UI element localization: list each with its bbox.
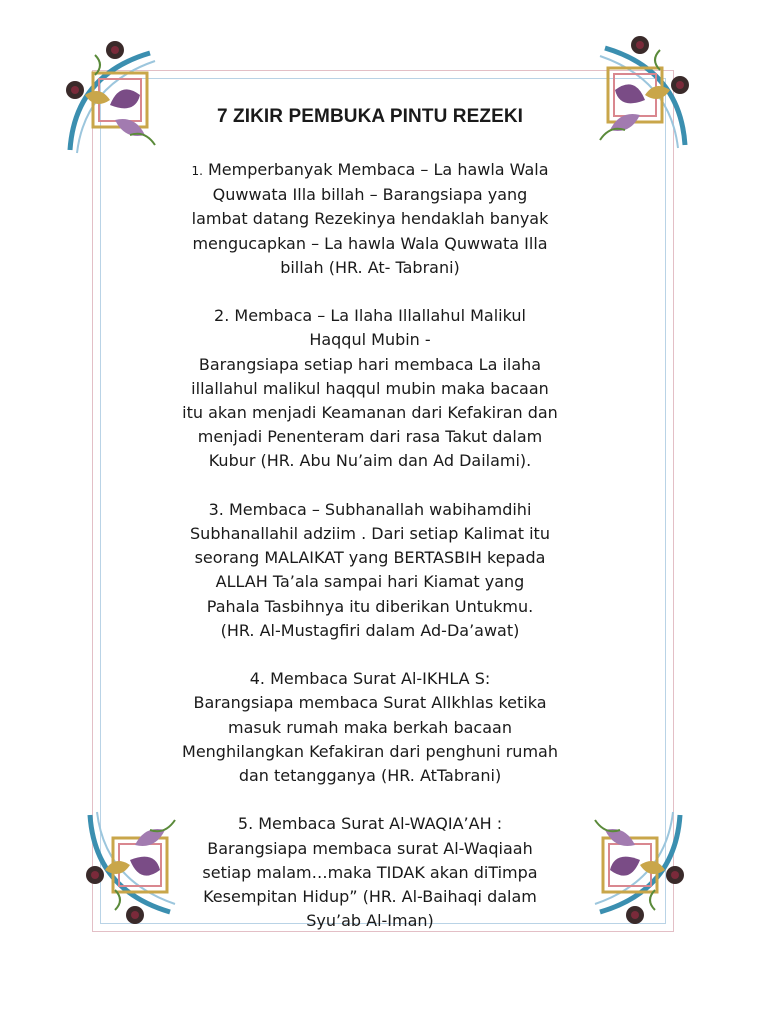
zikir-item-5 xyxy=(150,812,590,933)
item-line: Kubur (HR. Abu Nu’aim dan Ad Dailami). xyxy=(208,451,532,471)
zikir-item-1 xyxy=(150,158,590,280)
item-line: lambat datang Rezekinya hendaklah banyak xyxy=(191,209,549,229)
item-line: Quwwata Illa billah – Barangsiapa yang xyxy=(212,185,528,205)
item-line: menjadi Penenteram dari rasa Takut dalam xyxy=(197,427,543,447)
zikir-item-2 xyxy=(150,304,590,473)
item-line xyxy=(150,158,590,183)
item-line: Subhanallahil adziim . Dari setiap Kalimat itu xyxy=(190,524,550,544)
zikir-item-4 xyxy=(150,667,590,788)
item-line: 4. Membaca Surat Al-IKHLA S: xyxy=(249,669,491,689)
item-line: Haqqul Mubin - xyxy=(309,330,431,350)
item-number: 1. xyxy=(191,164,203,178)
item-line: dan tetangganya (HR. AtTabrani) xyxy=(238,766,502,786)
item-line: ALLAH Ta’ala sampai hari Kiamat yang xyxy=(215,572,525,592)
item-line: Menghilangkan Kefakiran dari penghuni rumah xyxy=(182,741,558,761)
item-line: Pahala Tasbihnya itu diberikan Untukmu. xyxy=(206,596,534,616)
item-line: Barangsiapa membaca Surat AlIkhlas ketika xyxy=(193,693,547,713)
item-line: seorang MALAIKAT yang BERTASBIH kepada xyxy=(194,548,546,568)
item-line: 5. Membaca Surat Al-WAQIA’AH : xyxy=(237,814,503,834)
zikir-item-3 xyxy=(150,498,590,643)
item-line-text: Memperbanyak Membaca – La hawla Wala xyxy=(208,160,549,179)
item-line: mengucapkan – La hawla Wala Quwwata Illa xyxy=(192,233,548,253)
item-line: setiap malam…maka TIDAK akan diTimpa xyxy=(202,862,538,882)
item-line: illallahul malikul haqqul mubin maka bacaan xyxy=(191,378,549,398)
item-line: 2. Membaca – La Ilaha Illallahul Malikul xyxy=(214,306,526,326)
item-line: Syu’ab Al-Iman) xyxy=(306,911,434,931)
item-line: Barangsiapa membaca surat Al-Waqiaah xyxy=(207,838,533,858)
item-line: itu akan menjadi Keamanan dari Kefakiran dan xyxy=(182,403,558,423)
item-line: 3. Membaca – Subhanallah wabihamdihi xyxy=(208,499,532,519)
item-line: billah (HR. At- Tabrani) xyxy=(280,257,460,277)
item-line: Barangsiapa setiap hari membaca La ilaha xyxy=(198,354,542,374)
item-line: (HR. Al-Mustagfiri dalam Ad-Da’awat) xyxy=(220,620,520,640)
item-line: Kesempitan Hidup” (HR. Al-Baihaqi dalam xyxy=(203,887,537,907)
document-body xyxy=(150,100,590,958)
item-line: masuk rumah maka berkah bacaan xyxy=(228,717,512,737)
page-title: 7 ZIKIR PEMBUKA PINTU REZEKI xyxy=(216,106,524,127)
